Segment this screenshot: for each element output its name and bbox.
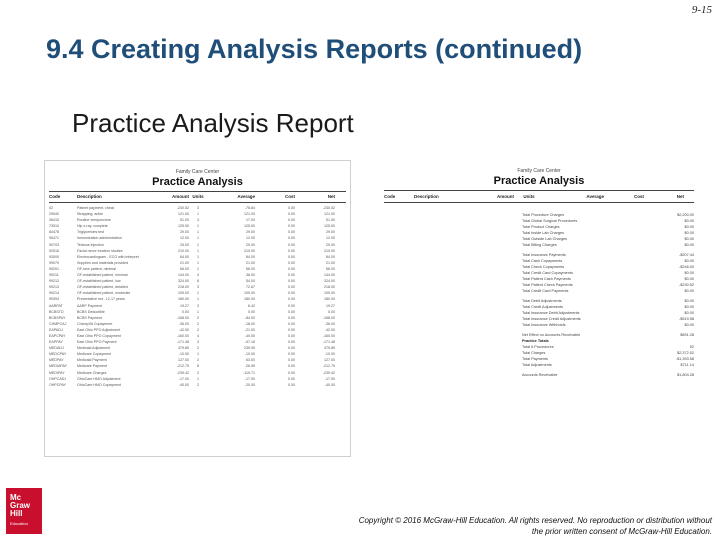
table-cell: 0.00: [182, 309, 189, 314]
summary-label: Total Insurance Payments: [522, 253, 566, 257]
table-cell: -171.48: [322, 340, 335, 345]
table-cell: -10.00: [324, 352, 335, 357]
table-cell: 0.00: [288, 346, 295, 351]
summary-label: Total # Procedures: [522, 345, 554, 349]
copyright-notice: Copyright © 2016 McGraw-Hill Education. All rights reserved. No reproduction or distribution without the prior written consent of McGraw-Hill Education.: [358, 516, 712, 536]
table-cell: 1: [197, 260, 199, 265]
table-cell: Patient payment, check: [77, 206, 115, 210]
table-cell: -17.00: [324, 376, 335, 381]
table-cell: 144.00: [178, 273, 189, 278]
table-cell: 3: [197, 285, 199, 290]
column-header: Units: [192, 194, 204, 199]
table-cell: 29.00: [246, 230, 255, 235]
table-cell: MEDCPAY: [49, 352, 67, 357]
summary-value: $2,372.52: [677, 351, 694, 355]
table-cell: Electrocardiogram - ECG with interpret: [77, 254, 139, 259]
table-cell: 3: [197, 218, 199, 223]
table-cell: East Ohio PPO Payment: [77, 340, 117, 345]
table-cell: 180.00: [178, 297, 189, 302]
table-cell: 0.00: [288, 333, 295, 338]
table-cell: 6: [197, 279, 199, 284]
summary-label: Total Outside Lab Charges: [522, 237, 567, 241]
column-header: Average: [586, 194, 604, 199]
table-cell: MEDIPAY: [49, 370, 65, 375]
summary-label: Total Procedure Charges: [522, 213, 564, 217]
table-cell: OF-established patient, moderate: [77, 291, 131, 296]
table-cell: 29540: [49, 212, 59, 217]
table-cell: 54.00: [246, 279, 255, 284]
table-cell: 105.00: [178, 291, 189, 296]
summary-value: -$1,393.58: [675, 357, 694, 361]
summary-label: Total Credit Adjustments: [522, 305, 563, 309]
table-cell: OhioCare HMO Copayment: [77, 382, 122, 387]
table-cell: -21.00: [244, 327, 255, 332]
summary-label: Total Billing Charges: [522, 243, 557, 247]
table-cell: 0.00: [288, 212, 295, 217]
header-rule: [384, 190, 694, 191]
summary-label: Total Insurance Debit Adjustments: [522, 311, 580, 315]
table-cell: 3: [197, 303, 199, 308]
table-cell: 210.00: [324, 248, 335, 253]
table-cell: 4: [197, 333, 199, 338]
summary-label: Total Debit Adjustments: [522, 299, 562, 303]
table-cell: 324.00: [178, 279, 189, 284]
table-cell: Hip x-ray, complete: [77, 224, 108, 229]
summary-row: [522, 372, 694, 378]
table-cell: 0.00: [288, 266, 295, 271]
table-cell: Preventative est., 12-17 years: [77, 297, 125, 302]
summary-value: $0.00: [684, 289, 694, 293]
practice-analysis-report-right: [384, 160, 694, 455]
table-cell: 12.00: [326, 236, 335, 241]
table-cell: Medicare Charges: [77, 370, 107, 375]
summary-label: Total Credit Card Copayments: [522, 271, 573, 275]
table-row: [49, 382, 346, 388]
header-rule: [384, 202, 694, 203]
table-cell: -84.00: [244, 315, 255, 320]
table-cell: 0.00: [288, 291, 295, 296]
table-cell: Routine venipuncture: [77, 218, 111, 223]
summary-value: $0.00: [684, 225, 694, 229]
logo-line: Graw: [10, 501, 31, 510]
table-cell: ChampVA Copayment: [77, 321, 113, 326]
table-cell: -160.00: [176, 333, 189, 338]
table-cell: Tetanus injection: [77, 242, 104, 247]
table-cell: Medicare Copayment: [77, 352, 112, 357]
table-cell: 125.00: [324, 224, 335, 229]
table-cell: EAPCPAY: [49, 333, 66, 338]
table-cell: 84.00: [180, 254, 189, 259]
table-cell: 0.00: [288, 376, 295, 381]
summary-value: $2,200.00: [677, 213, 694, 217]
table-cell: 125.00: [178, 224, 189, 229]
table-cell: 2: [197, 321, 199, 326]
table-cell: -42.00: [324, 327, 335, 332]
table-cell: 121.00: [324, 212, 335, 217]
table-cell: -230.52: [322, 206, 335, 210]
table-cell: 2: [197, 370, 199, 375]
table-cell: 127.00: [178, 358, 189, 363]
table-cell: 210.00: [178, 248, 189, 253]
table-cell: 25.00: [326, 242, 335, 247]
table-cell: 1: [197, 212, 199, 217]
column-header: Amount: [497, 194, 514, 199]
table-cell: -36.00: [178, 321, 189, 326]
practice-name: Family Care Center: [175, 169, 220, 175]
summary-label: Total Insurance Credit Adjustments: [522, 317, 581, 321]
table-cell: MEDPAY: [49, 358, 64, 363]
table-cell: 2: [197, 382, 199, 387]
table-cell: 0.00: [288, 260, 295, 265]
table-cell: -17.00: [178, 376, 189, 381]
table-cell: Supplies and materials provided: [77, 260, 129, 265]
table-cell: 93000: [49, 254, 59, 259]
table-cell: East Ohio PPO Copayment: [77, 333, 121, 338]
report-summary: [522, 212, 694, 378]
table-cell: 51.00: [180, 218, 189, 223]
summary-label: Total Insurance Withholds: [522, 323, 566, 327]
table-cell: 1: [197, 376, 199, 381]
logo-line: Hill: [10, 509, 23, 518]
page-number: 9-15: [691, 4, 712, 16]
table-cell: 180.00: [244, 297, 255, 302]
table-cell: 8: [197, 364, 199, 369]
summary-value: -$207.44: [679, 253, 694, 257]
logo-line: Mc: [10, 493, 22, 502]
table-cell: -160.00: [322, 333, 335, 338]
table-cell: 21.00: [326, 260, 335, 265]
table-cell: -230.52: [176, 206, 189, 210]
table-cell: 105.00: [244, 291, 255, 296]
table-cell: BCBSTD: [49, 309, 64, 314]
summary-label: Practice Totals: [522, 339, 549, 343]
summary-value: -$519.58: [679, 317, 694, 321]
table-cell: 0.00: [288, 248, 295, 253]
table-cell: EAPPAY: [49, 340, 63, 345]
summary-label: Total Payments: [522, 357, 548, 361]
table-cell: -76.84: [244, 206, 255, 210]
table-cell: 0.00: [288, 309, 295, 314]
table-cell: 0.00: [288, 382, 295, 387]
summary-value: $0.00: [684, 243, 694, 247]
table-cell: -10.00: [178, 352, 189, 357]
table-cell: -20.00: [244, 382, 255, 387]
table-cell: 99213: [49, 285, 59, 290]
table-cell: 121.00: [178, 212, 189, 217]
column-header: Description: [414, 194, 439, 199]
table-cell: OF-established patient, minimal: [77, 273, 128, 278]
table-cell: -40.00: [324, 382, 335, 387]
table-cell: 51.00: [326, 218, 335, 223]
table-cell: 1: [197, 236, 199, 241]
slide-subtitle: Practice Analysis Report: [72, 108, 354, 138]
table-cell: -212.75: [322, 364, 335, 369]
table-cell: MEDIAPAY: [49, 364, 68, 369]
table-cell: 02: [49, 206, 53, 210]
table-cell: -26.59: [244, 364, 255, 369]
table-cell: 0.00: [288, 327, 295, 332]
summary-value: $0.00: [684, 299, 694, 303]
summary-value: $0.00: [684, 311, 694, 315]
summary-value: $0.00: [684, 259, 694, 263]
table-cell: 99212: [49, 279, 59, 284]
table-cell: 127.00: [324, 358, 335, 363]
mcgraw-hill-logo: [6, 488, 42, 534]
table-cell: 0.00: [288, 242, 295, 247]
table-cell: 144.00: [324, 273, 335, 278]
table-cell: BCBSPAY: [49, 315, 66, 320]
table-cell: 99201: [49, 266, 59, 271]
column-headers: [49, 194, 346, 199]
table-cell: 0.00: [288, 315, 295, 320]
table-cell: 99070: [49, 260, 59, 265]
table-cell: 29.00: [180, 230, 189, 235]
table-cell: 1: [197, 230, 199, 235]
table-cell: 99214: [49, 291, 59, 296]
table-cell: 2: [197, 315, 199, 320]
table-cell: AARPAT: [49, 303, 63, 308]
table-cell: OhioCare HMO Adjustment: [77, 376, 121, 381]
table-cell: MEDADJ: [49, 346, 64, 351]
table-cell: 66.00: [180, 266, 189, 271]
table-cell: Facial nerve function studies: [77, 248, 123, 253]
table-cell: 218.00: [324, 285, 335, 290]
table-cell: 0.00: [288, 273, 295, 278]
table-cell: -36.00: [324, 321, 335, 326]
table-cell: -239.42: [176, 370, 189, 375]
table-cell: 21.00: [246, 260, 255, 265]
table-cell: 0.00: [288, 224, 295, 229]
table-cell: 25.00: [180, 242, 189, 247]
table-cell: AARP Payment: [77, 303, 102, 308]
summary-label: Accounts Receivable: [522, 373, 558, 377]
column-header: Average: [237, 194, 255, 199]
report-title: Practice Analysis: [493, 175, 585, 187]
table-cell: 2: [197, 327, 199, 332]
summary-value: 52: [689, 345, 694, 349]
slide-title: 9.4 Creating Analysis Reports (continued): [46, 34, 583, 64]
table-cell: -40.00: [178, 382, 189, 387]
table-cell: 84.00: [246, 254, 255, 259]
table-cell: 19.27: [180, 303, 189, 308]
table-cell: 0.00: [288, 230, 295, 235]
table-cell: BCBS Payment: [77, 315, 102, 320]
table-cell: 0.00: [288, 303, 295, 308]
summary-value: $0.00: [684, 219, 694, 223]
column-header: Amount: [172, 194, 189, 199]
table-cell: OHPCADJ: [49, 376, 67, 381]
table-cell: 63.50: [246, 358, 255, 363]
table-cell: 1: [197, 224, 199, 229]
table-cell: 90703: [49, 242, 59, 247]
table-cell: 121.00: [244, 212, 255, 217]
summary-value: $0.00: [684, 231, 694, 235]
table-cell: OHPCPAY: [49, 382, 67, 387]
summary-label: Total Adjustments: [522, 363, 552, 367]
summary-label: Total Check Copayments: [522, 265, 565, 269]
logo-small-text: Education: [10, 521, 28, 526]
table-cell: 1: [197, 254, 199, 259]
table-cell: -239.42: [322, 370, 335, 375]
table-cell: 479.89: [324, 346, 335, 351]
summary-label: Total Product Charges: [522, 225, 560, 229]
table-cell: 73510: [49, 224, 59, 229]
table-cell: OF-established patient, low: [77, 279, 121, 284]
table-cell: -17.00: [244, 376, 255, 381]
column-headers: [384, 194, 694, 199]
table-cell: 324.00: [324, 279, 335, 284]
table-cell: 180.00: [324, 297, 335, 302]
table-cell: -171.48: [176, 340, 189, 345]
table-cell: 1: [197, 266, 199, 271]
table-cell: Medicare Payment: [77, 364, 107, 369]
table-cell: 2: [197, 358, 199, 363]
report-title: Practice Analysis: [152, 176, 243, 188]
table-cell: 2: [197, 346, 199, 351]
summary-value: $1,804.28: [677, 373, 694, 377]
table-cell: 0.00: [328, 309, 335, 314]
table-cell: 0.00: [288, 364, 295, 369]
table-cell: 3: [197, 340, 199, 345]
table-cell: CHMPCAJ: [49, 321, 67, 326]
table-cell: 0.00: [288, 297, 295, 302]
table-cell: 29.00: [326, 230, 335, 235]
table-cell: 1: [197, 309, 199, 314]
table-cell: 0.00: [288, 358, 295, 363]
table-cell: -42.00: [178, 327, 189, 332]
table-cell: BCBS Deductible: [77, 309, 105, 314]
summary-label: Total Patient Check Payments: [522, 283, 573, 287]
summary-label: Total Global Surgical Procedures: [522, 219, 578, 223]
table-cell: 0.00: [288, 218, 295, 223]
table-cell: 1: [197, 352, 199, 357]
table-cell: 239.95: [244, 346, 255, 351]
table-cell: 12.00: [180, 236, 189, 241]
table-cell: 0.00: [288, 285, 295, 290]
table-cell: 125.00: [244, 224, 255, 229]
summary-label: Total Credit Card Payments: [522, 289, 569, 293]
table-cell: -212.75: [176, 364, 189, 369]
table-cell: 0.00: [288, 236, 295, 241]
table-cell: 99211: [49, 273, 59, 278]
table-cell: Immunization administration: [77, 236, 122, 241]
summary-value: $891.28: [680, 333, 694, 337]
table-cell: 0.00: [288, 352, 295, 357]
table-cell: 84.00: [326, 254, 335, 259]
table-cell: 0.00: [288, 206, 295, 210]
table-cell: 1: [197, 291, 199, 296]
table-cell: 0.00: [288, 279, 295, 284]
practice-name: Family Care Center: [517, 168, 561, 174]
table-cell: 19.27: [326, 303, 335, 308]
table-cell: 84478: [49, 230, 59, 235]
table-cell: Medicaid Adjustment: [77, 346, 111, 351]
summary-value: $0.00: [684, 323, 694, 327]
table-cell: 1: [197, 242, 199, 247]
header-rule: [49, 202, 346, 203]
table-cell: Triglycerides test: [77, 230, 105, 235]
table-cell: -168.00: [176, 315, 189, 320]
summary-label: Total Cash Copayments: [522, 259, 563, 263]
table-cell: 479.89: [178, 346, 189, 351]
table-cell: 25.00: [246, 242, 255, 247]
table-cell: -57.16: [244, 340, 255, 345]
summary-value: $0.00: [684, 277, 694, 281]
summary-value: -$230.52: [679, 283, 694, 287]
column-header: Net: [676, 194, 684, 199]
table-cell: 105.00: [324, 291, 335, 296]
table-cell: 36.00: [246, 273, 255, 278]
table-cell: 66.00: [326, 266, 335, 271]
header-rule: [49, 191, 346, 192]
table-cell: -168.00: [322, 315, 335, 320]
table-cell: 1: [197, 248, 199, 253]
table-cell: -18.00: [244, 321, 255, 326]
column-header: Net: [327, 194, 335, 199]
table-cell: Medicaid Payment: [77, 358, 107, 363]
table-cell: 4: [197, 273, 199, 278]
column-header: Cost: [285, 194, 295, 199]
table-cell: OF-established patient, detailed: [77, 285, 128, 290]
practice-analysis-report-left: [44, 160, 351, 457]
table-cell: East Ohio PPO Adjustment: [77, 327, 121, 332]
summary-value: $0.00: [684, 305, 694, 309]
table-cell: 0.00: [248, 309, 255, 314]
table-cell: EAPADJ: [49, 327, 63, 332]
table-cell: 210.00: [244, 248, 255, 253]
table-cell: 0.00: [288, 370, 295, 375]
table-cell: OF-new patient, minimal: [77, 266, 116, 271]
table-cell: 0.00: [288, 340, 295, 345]
column-header: Cost: [634, 194, 644, 199]
summary-value: $711.14: [680, 363, 694, 367]
table-cell: 218.00: [178, 285, 189, 290]
table-cell: Strapping, ankle: [77, 212, 103, 217]
table-cell: -119.71: [243, 370, 255, 375]
summary-label: Total Inside Lab Charges: [522, 231, 565, 235]
table-cell: 36415: [49, 218, 59, 223]
table-cell: 3: [197, 206, 199, 210]
table-cell: 17.00: [246, 218, 255, 223]
table-cell: 92516: [49, 248, 59, 253]
table-cell: 6.42: [248, 303, 255, 308]
summary-value: -$246.00: [679, 265, 694, 269]
summary-label: Net Effect on Accounts Receivable: [522, 333, 581, 337]
table-cell: 12.00: [246, 236, 255, 241]
summary-label: Total Patient Cash Payments: [522, 277, 571, 281]
report-rows: [49, 205, 346, 388]
table-cell: 72.67: [246, 285, 255, 290]
table-cell: -10.00: [244, 352, 255, 357]
table-cell: 21.00: [180, 260, 189, 265]
table-cell: 0.00: [288, 321, 295, 326]
summary-label: Total Charges: [522, 351, 546, 355]
column-header: Code: [49, 194, 61, 199]
table-cell: 0.00: [288, 254, 295, 259]
column-header: Description: [77, 194, 102, 199]
table-cell: 66.00: [246, 266, 255, 271]
table-cell: 99394: [49, 297, 59, 302]
table-cell: 1: [197, 297, 199, 302]
summary-value: $0.00: [684, 271, 694, 275]
table-cell: -40.00: [244, 333, 255, 338]
column-header: Code: [384, 194, 396, 199]
table-cell: 90471: [49, 236, 59, 241]
summary-value: $0.00: [684, 237, 694, 241]
column-header: Units: [523, 194, 535, 199]
